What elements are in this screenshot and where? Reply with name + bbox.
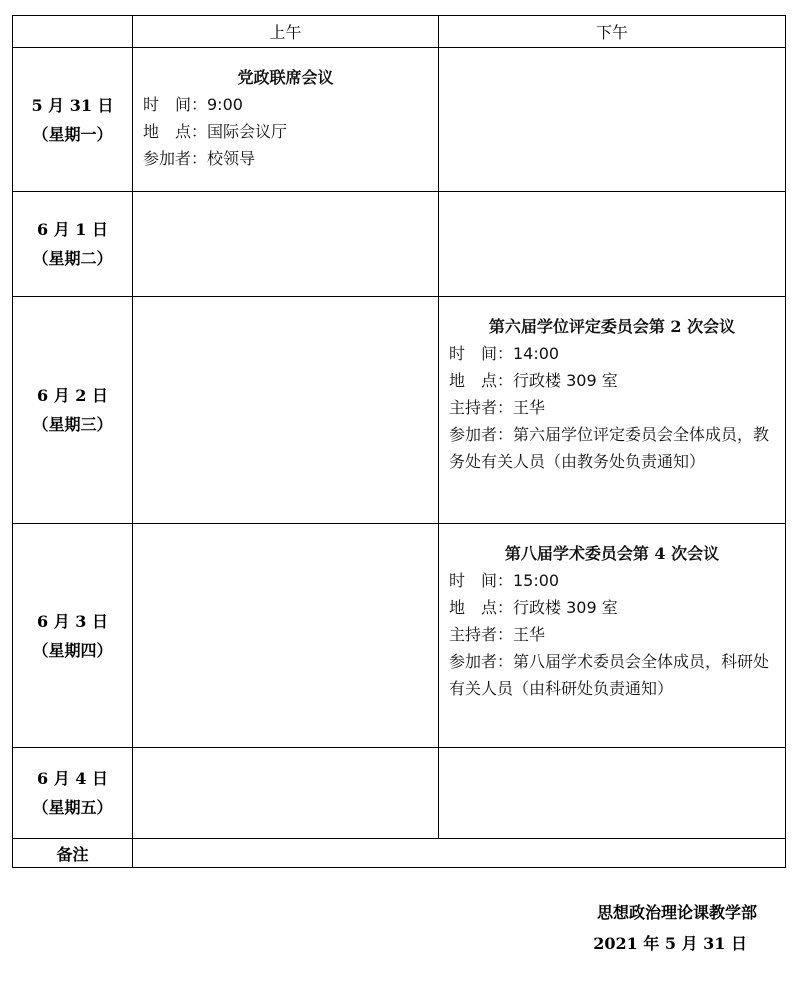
event-attendees: 参加者：第六届学位评定委员会全体成员，教务处有关人员（由教务处负责通知） [449, 425, 770, 471]
event-time: 时 间：14:00 [449, 344, 560, 363]
day-weekday: （星期二） [32, 249, 113, 268]
day-date: 6 月 1 日 [37, 220, 108, 239]
day-cell-may31 [12, 47, 133, 192]
day-weekday: （星期一） [32, 124, 113, 144]
day-cell-jun1 [12, 191, 133, 297]
event-cell-may31-am [132, 47, 439, 192]
event-place: 地 点：国际会议厅 [143, 122, 288, 141]
day-date: 6 月 3 日 [37, 611, 108, 631]
event-title: 第八届学术委员会第 4 次会议 [504, 544, 720, 563]
notes-label: 备注 [12, 838, 133, 868]
event-attendees: 参加者：第八届学术委员会全体成员，科研处有关人员（由科研处负责通知） [449, 652, 770, 698]
event-time: 时 间：9:00 [143, 95, 243, 114]
event-time: 时 间：15:00 [449, 571, 560, 590]
event-cell-jun3-am [132, 523, 439, 748]
footer-department: 思想政治理论课教学部 [596, 903, 757, 922]
notes-cell [132, 838, 786, 868]
event-cell-jun1-am [132, 191, 439, 297]
event-cell-jun2-am [132, 296, 439, 524]
day-weekday: （星期五） [32, 798, 113, 817]
footer-date: 2021 年 5 月 31 日 [593, 934, 747, 953]
event-cell-jun3-pm [438, 523, 786, 748]
event-place: 地 点：行政楼 309 室 [449, 371, 618, 390]
day-cell-jun2 [12, 296, 133, 524]
event-host: 主持者：王华 [449, 398, 546, 417]
day-weekday: （星期三） [32, 415, 113, 434]
event-attendees: 参加者：校领导 [143, 149, 256, 168]
header-am: 上午 [132, 15, 439, 48]
event-place: 地 点：行政楼 309 室 [449, 598, 618, 617]
event-cell-may31-pm [438, 47, 786, 192]
day-date: 5 月 31 日 [31, 95, 114, 115]
header-pm: 下午 [438, 15, 786, 48]
event-title: 第六届学位评定委员会第 2 次会议 [488, 317, 736, 336]
day-date: 6 月 2 日 [37, 386, 108, 405]
header-corner-cell [12, 15, 133, 48]
event-cell-jun4-am [132, 747, 439, 839]
event-host: 主持者：王华 [449, 625, 546, 644]
event-cell-jun1-pm [438, 191, 786, 297]
event-title: 党政联席会议 [237, 68, 334, 87]
day-cell-jun4 [12, 747, 133, 839]
day-cell-jun3 [12, 523, 133, 748]
event-cell-jun4-pm [438, 747, 786, 839]
event-cell-jun2-pm [438, 296, 786, 524]
day-weekday: （星期四） [32, 640, 113, 660]
day-date: 6 月 4 日 [37, 769, 108, 788]
